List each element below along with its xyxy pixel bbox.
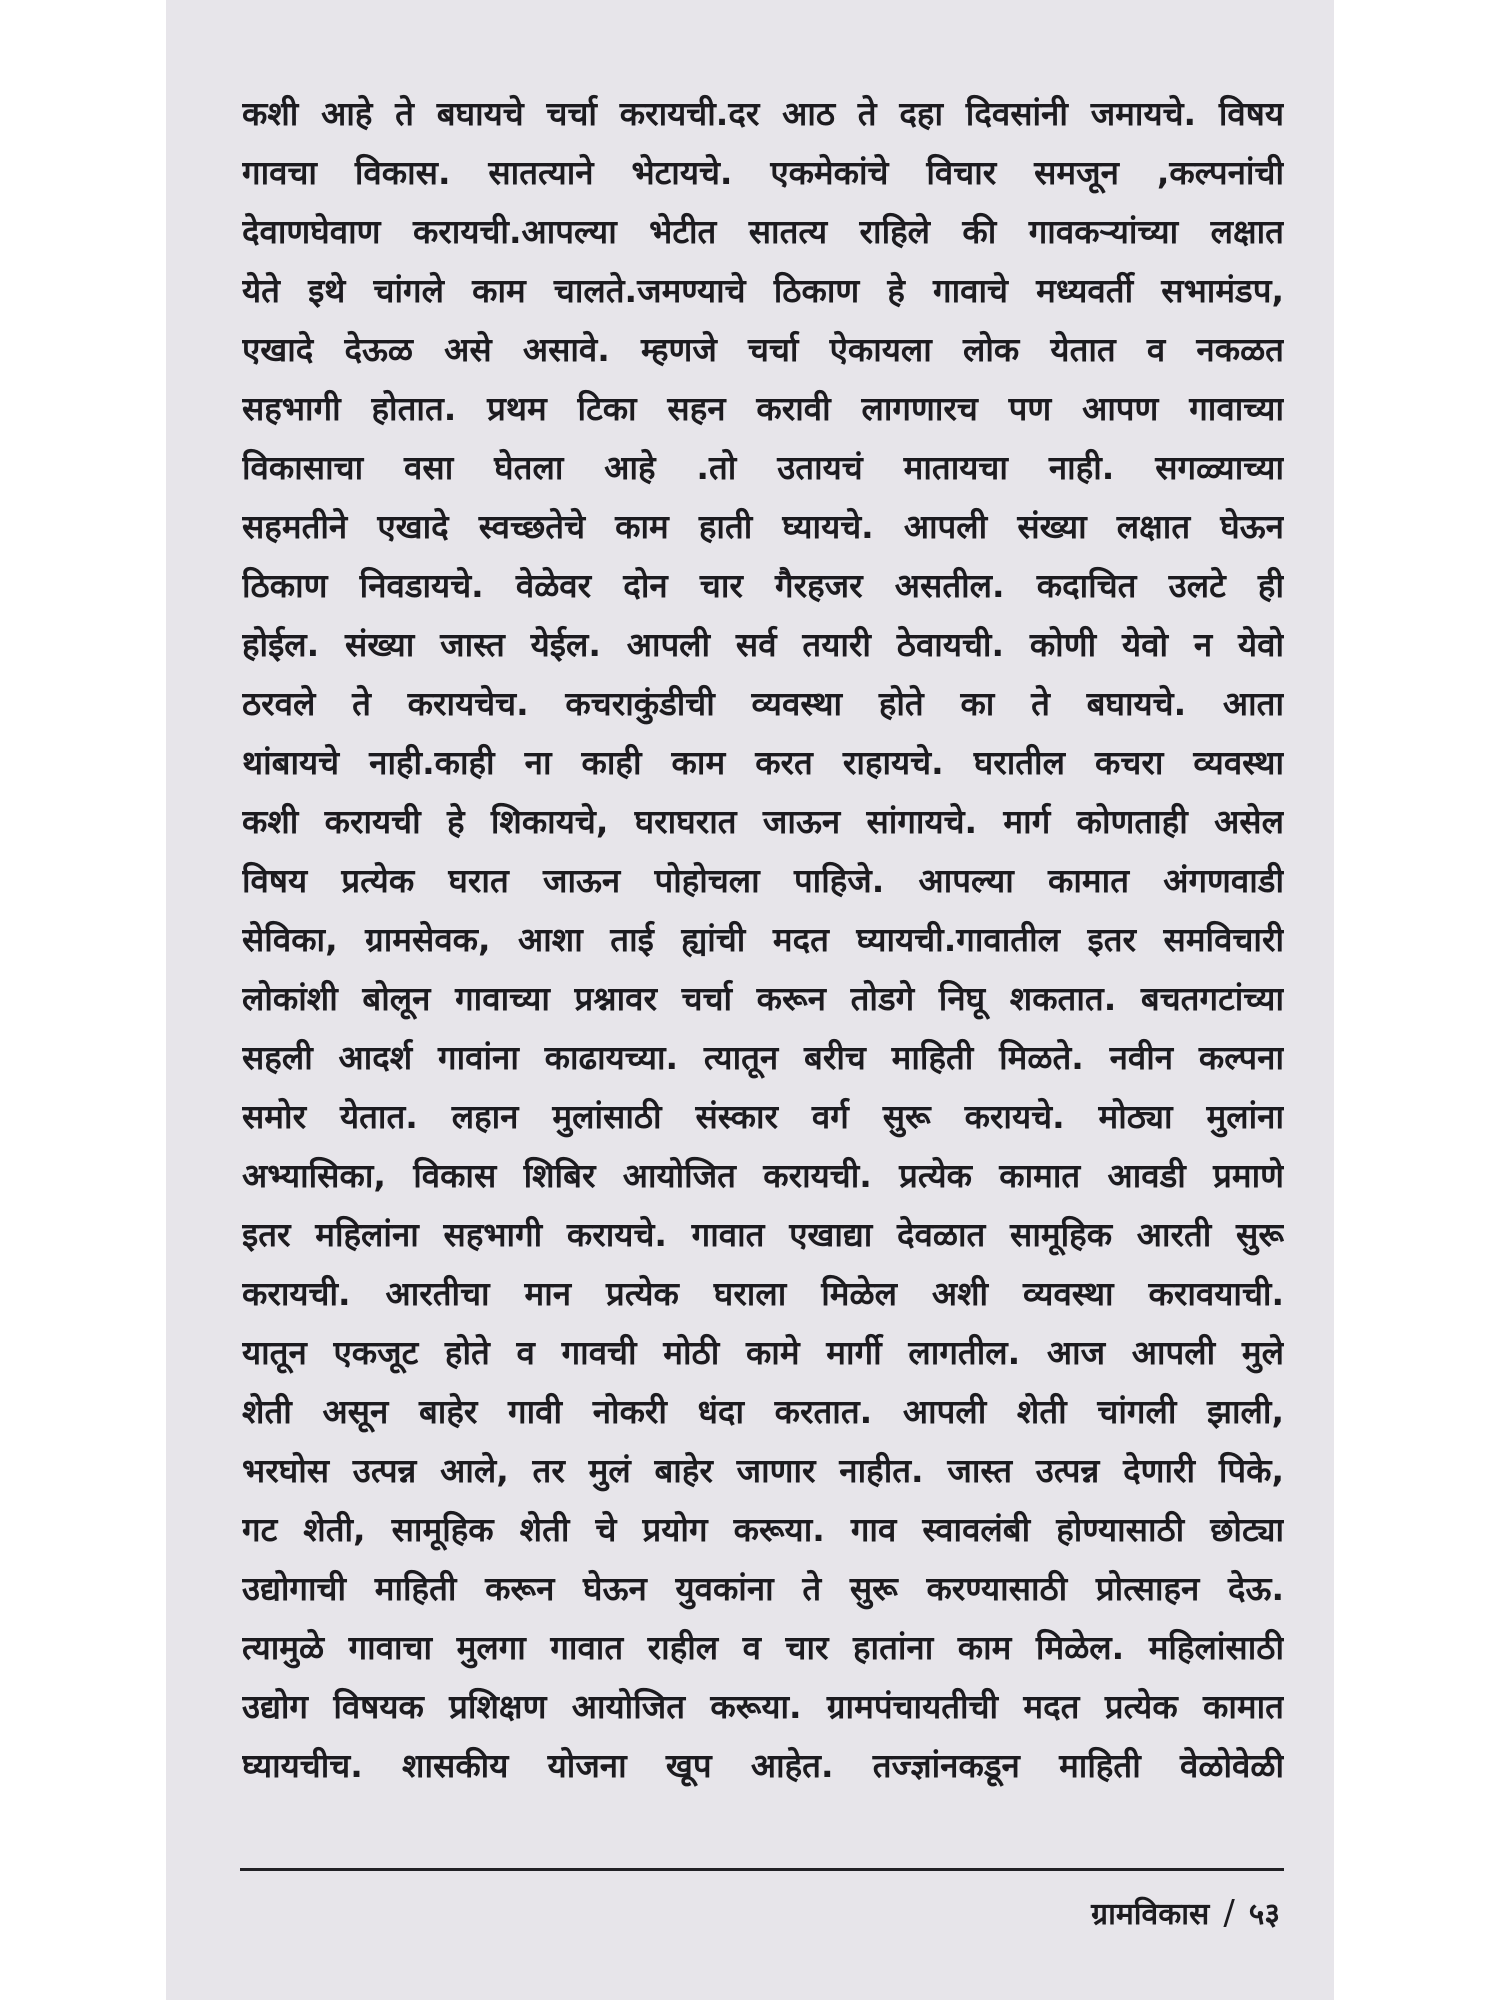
text-line: ठरवले ते करायचेच. कचराकुंडीची व्यवस्था होते का ते बघायचे. आता bbox=[242, 684, 1284, 723]
text-line: गावचा विकास. सातत्याने भेटायचे. एकमेकांचे विचार समजून ,कल्पनांची bbox=[242, 153, 1284, 192]
text-line: घ्यायचीच. शासकीय योजना खूप आहेत. तज्ज्ञांनकडून माहिती वेळोवेळी bbox=[242, 1746, 1284, 1785]
text-line: त्यामुळे गावाचा मुलगा गावात राहील व चार हातांना काम मिळेल. महिलांसाठी bbox=[242, 1628, 1284, 1667]
book-page bbox=[166, 0, 1334, 2000]
text-line: यातून एकजूट होते व गावची मोठी कामे मार्गी लागतील. आज आपली मुले bbox=[242, 1333, 1284, 1372]
text-line: सहली आदर्श गावांना काढायच्या. त्यातून बरीच माहिती मिळते. नवीन कल्पना bbox=[242, 1038, 1284, 1077]
text-line: समोर येतात. लहान मुलांसाठी संस्कार वर्ग सुरू करायचे. मोठ्या मुलांना bbox=[242, 1097, 1284, 1136]
text-line: भरघोस उत्पन्न आले, तर मुलं बाहेर जाणार नाहीत. जास्त उत्पन्न देणारी पिके, bbox=[242, 1451, 1284, 1490]
text-line: विषय प्रत्येक घरात जाऊन पोहोचला पाहिजे. आपल्या कामात अंगणवाडी bbox=[242, 861, 1284, 900]
text-line: लोकांशी बोलून गावाच्या प्रश्नावर चर्चा करून तोडगे निघू शकतात. बचतगटांच्या bbox=[242, 979, 1284, 1018]
book-title: ग्रामविकास bbox=[1091, 1897, 1210, 1932]
text-line: सहभागी होतात. प्रथम टिका सहन करावी लागणारच पण आपण गावाच्या bbox=[242, 389, 1284, 428]
footer-separator: / bbox=[1223, 1893, 1235, 1933]
text-line: गट शेती, सामूहिक शेती चे प्रयोग करूया. गाव स्वावलंबी होण्यासाठी छोट्या bbox=[242, 1510, 1284, 1549]
page-footer bbox=[1091, 1892, 1280, 1933]
page-body-text bbox=[242, 84, 1284, 1795]
text-line: इतर महिलांना सहभागी करायचे. गावात एखाद्या देवळात सामूहिक आरती सुरू bbox=[242, 1215, 1284, 1254]
text-line: सेविका, ग्रामसेवक, आशा ताई ह्यांची मदत घ्यायची.गावातील इतर समविचारी bbox=[242, 920, 1284, 959]
text-line: शेती असून बाहेर गावी नोकरी धंदा करतात. आपली शेती चांगली झाली, bbox=[242, 1392, 1284, 1431]
text-line: कशी आहे ते बघायचे चर्चा करायची.दर आठ ते दहा दिवसांनी जमायचे. विषय bbox=[242, 94, 1284, 133]
text-line: उद्योगाची माहिती करून घेऊन युवकांना ते सुरू करण्यासाठी प्रोत्साहन देऊ. bbox=[242, 1569, 1284, 1608]
text-line: थांबायचे नाही.काही ना काही काम करत राहायचे. घरातील कचरा व्यवस्था bbox=[242, 743, 1284, 782]
text-line: अभ्यासिका, विकास शिबिर आयोजित करायची. प्रत्येक कामात आवडी प्रमाणे bbox=[242, 1156, 1284, 1195]
text-line: येते इथे चांगले काम चालते.जमण्याचे ठिकाण हे गावाचे मध्यवर्ती सभामंडप, bbox=[242, 271, 1284, 310]
text-line: विकासाचा वसा घेतला आहे .तो उतायचं मातायचा नाही. सगळ्याच्या bbox=[242, 448, 1284, 487]
page-number: ५३ bbox=[1248, 1897, 1280, 1932]
text-line: सहमतीने एखादे स्वच्छतेचे काम हाती घ्यायचे. आपली संख्या लक्षात घेऊन bbox=[242, 507, 1284, 546]
text-line: करायची. आरतीचा मान प्रत्येक घराला मिळेल अशी व्यवस्था करावयाची. bbox=[242, 1274, 1284, 1313]
text-line: एखादे देऊळ असे असावे. म्हणजे चर्चा ऐकायला लोक येतात व नकळत bbox=[242, 330, 1284, 369]
text-line: उद्योग विषयक प्रशिक्षण आयोजित करूया. ग्रामपंचायतीची मदत प्रत्येक कामात bbox=[242, 1687, 1284, 1726]
text-line: देवाणघेवाण करायची.आपल्या भेटीत सातत्य राहिले की गावकऱ्यांच्या लक्षात bbox=[242, 212, 1284, 251]
text-line: कशी करायची हे शिकायचे, घराघरात जाऊन सांगायचे. मार्ग कोणताही असेल bbox=[242, 802, 1284, 841]
footer-divider bbox=[240, 1868, 1284, 1871]
text-line: होईल. संख्या जास्त येईल. आपली सर्व तयारी ठेवायची. कोणी येवो न येवो bbox=[242, 625, 1284, 664]
text-line: ठिकाण निवडायचे. वेळेवर दोन चार गैरहजर असतील. कदाचित उलटे ही bbox=[242, 566, 1284, 605]
